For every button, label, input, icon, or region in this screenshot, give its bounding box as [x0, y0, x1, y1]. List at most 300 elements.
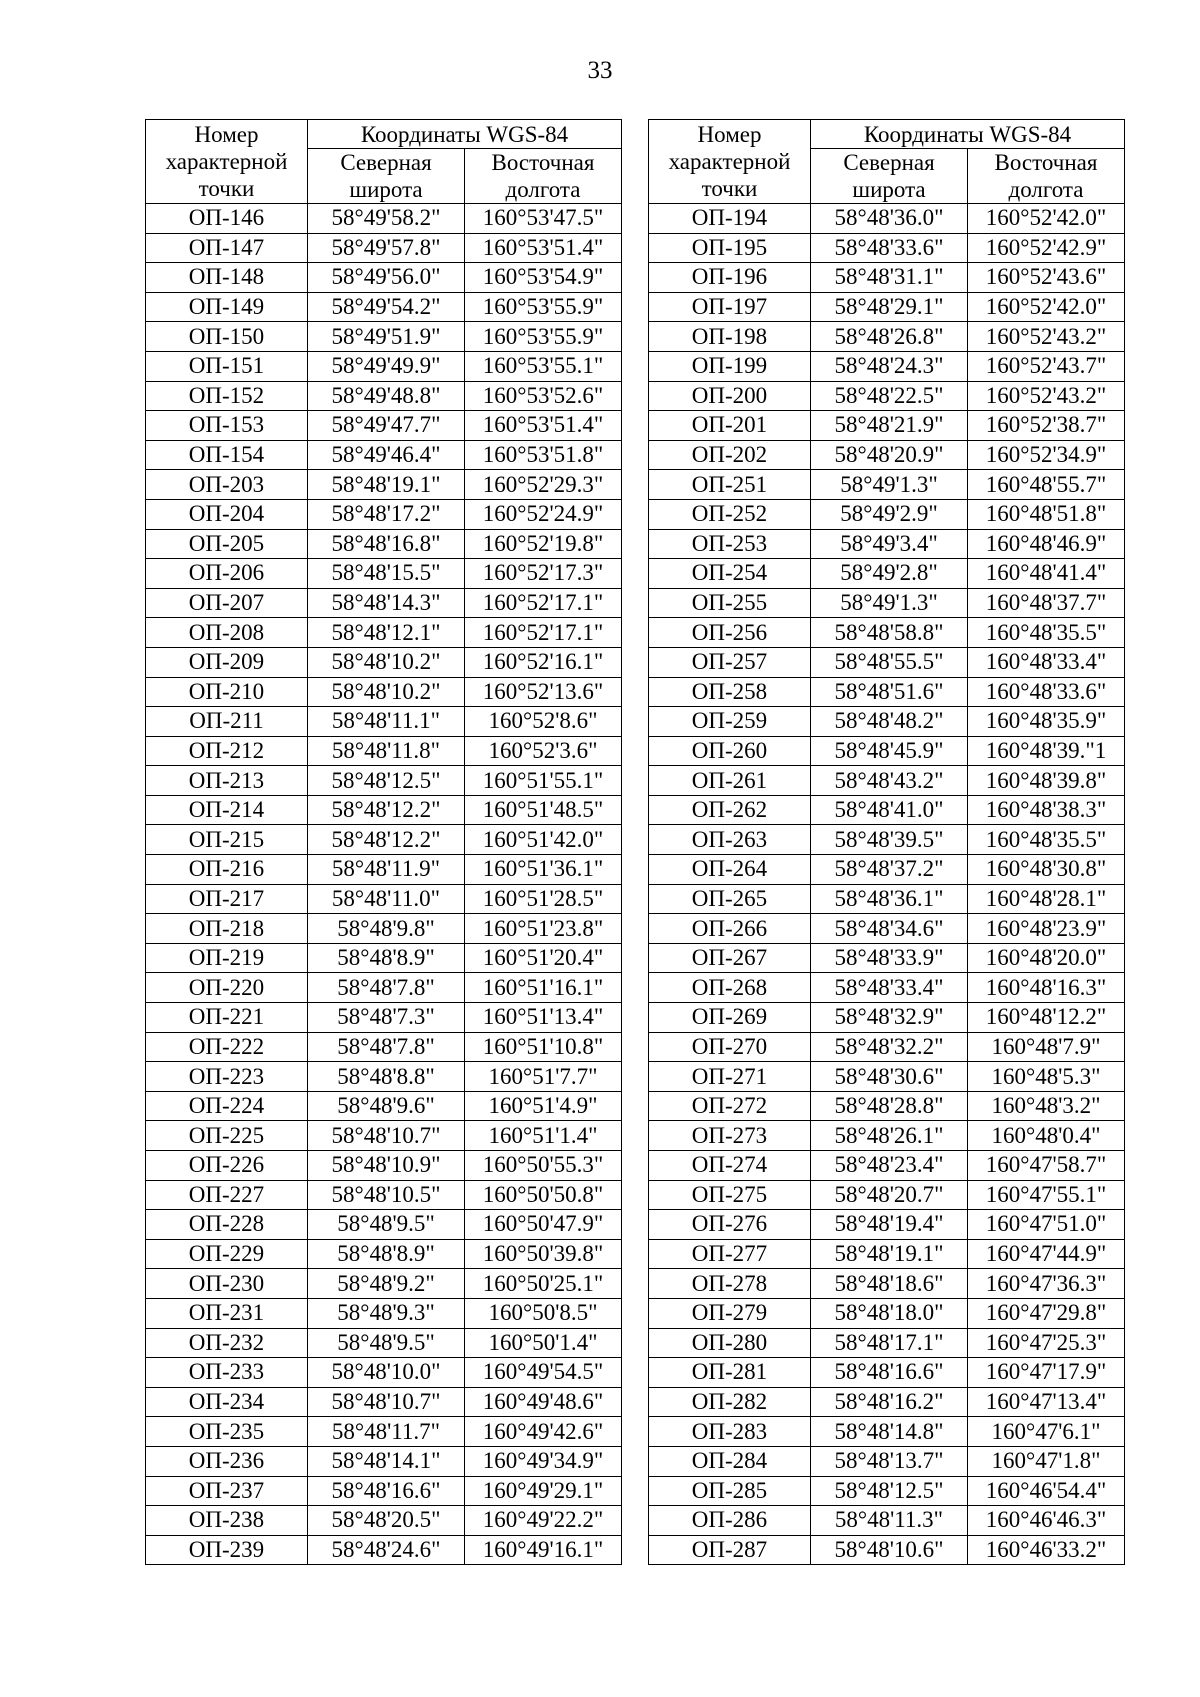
- table-row: [649, 1387, 1125, 1417]
- latitude-cell: 58°48'10.7": [308, 1387, 465, 1417]
- header-longitude: [465, 149, 622, 204]
- longitude-cell: 160°48'28.1": [968, 884, 1125, 914]
- table-row: [146, 233, 622, 263]
- longitude-cell: 160°52'16.1": [465, 647, 622, 677]
- longitude-cell: 160°53'52.6": [465, 381, 622, 411]
- header-line: долгота: [1008, 177, 1084, 202]
- point-id-cell: ОП-222: [146, 1032, 308, 1062]
- point-id-cell: ОП-260: [649, 736, 811, 766]
- point-id-cell: ОП-254: [649, 559, 811, 589]
- header-line: Северная: [340, 150, 432, 175]
- table-row: [649, 766, 1125, 796]
- point-id-cell: ОП-278: [649, 1269, 811, 1299]
- longitude-cell: 160°52'42.0": [968, 292, 1125, 322]
- point-id-cell: ОП-256: [649, 618, 811, 648]
- longitude-cell: 160°48'5.3": [968, 1062, 1125, 1092]
- latitude-cell: 58°48'11.8": [308, 736, 465, 766]
- latitude-cell: 58°49'1.3": [811, 588, 968, 618]
- point-id-cell: ОП-217: [146, 884, 308, 914]
- header-line: Восточная: [994, 150, 1098, 175]
- latitude-cell: 58°48'10.7": [308, 1121, 465, 1151]
- latitude-cell: 58°48'17.1": [811, 1328, 968, 1358]
- longitude-cell: 160°50'50.8": [465, 1180, 622, 1210]
- point-id-cell: ОП-200: [649, 381, 811, 411]
- header-line: Номер: [697, 122, 762, 147]
- longitude-cell: 160°50'47.9": [465, 1210, 622, 1240]
- latitude-cell: 58°48'16.2": [811, 1387, 968, 1417]
- latitude-cell: 58°48'17.2": [308, 499, 465, 529]
- latitude-cell: 58°48'36.0": [811, 204, 968, 234]
- point-id-cell: ОП-218: [146, 914, 308, 944]
- latitude-cell: 58°48'8.8": [308, 1062, 465, 1092]
- point-id-cell: ОП-282: [649, 1387, 811, 1417]
- point-id-cell: ОП-238: [146, 1506, 308, 1536]
- point-id-cell: ОП-284: [649, 1446, 811, 1476]
- latitude-cell: 58°48'51.6": [811, 677, 968, 707]
- table-row: [146, 351, 622, 381]
- header-line: широта: [852, 177, 926, 202]
- latitude-cell: 58°48'16.6": [811, 1358, 968, 1388]
- table-row: [146, 1535, 622, 1565]
- longitude-cell: 160°48'51.8": [968, 499, 1125, 529]
- table-row: [146, 943, 622, 973]
- table-row: [146, 647, 622, 677]
- latitude-cell: 58°48'19.1": [308, 470, 465, 500]
- latitude-cell: 58°48'19.1": [811, 1239, 968, 1269]
- latitude-cell: 58°49'47.7": [308, 411, 465, 441]
- latitude-cell: 58°48'24.6": [308, 1535, 465, 1565]
- latitude-cell: 58°48'22.5": [811, 381, 968, 411]
- header-point-number: [649, 120, 811, 204]
- point-id-cell: ОП-201: [649, 411, 811, 441]
- latitude-cell: 58°48'10.2": [308, 647, 465, 677]
- table-row: [649, 1180, 1125, 1210]
- point-id-cell: ОП-207: [146, 588, 308, 618]
- coordinates-table-right: [648, 119, 1125, 1565]
- point-id-cell: ОП-203: [146, 470, 308, 500]
- latitude-cell: 58°48'9.6": [308, 1091, 465, 1121]
- latitude-cell: 58°48'10.6": [811, 1535, 968, 1565]
- table-row: [649, 647, 1125, 677]
- table-row: [649, 1151, 1125, 1181]
- latitude-cell: 58°48'33.4": [811, 973, 968, 1003]
- table-row: [649, 1417, 1125, 1447]
- latitude-cell: 58°49'58.2": [308, 204, 465, 234]
- latitude-cell: 58°48'12.5": [811, 1476, 968, 1506]
- longitude-cell: 160°51'48.5": [465, 795, 622, 825]
- point-id-cell: ОП-151: [146, 351, 308, 381]
- point-id-cell: ОП-195: [649, 233, 811, 263]
- latitude-cell: 58°49'57.8": [308, 233, 465, 263]
- latitude-cell: 58°48'33.6": [811, 233, 968, 263]
- latitude-cell: 58°49'56.0": [308, 263, 465, 293]
- latitude-cell: 58°49'2.9": [811, 499, 968, 529]
- table-row: [649, 411, 1125, 441]
- table-row: [146, 381, 622, 411]
- point-id-cell: ОП-227: [146, 1180, 308, 1210]
- latitude-cell: 58°48'12.1": [308, 618, 465, 648]
- longitude-cell: 160°51'55.1": [465, 766, 622, 796]
- coordinates-table-left: [145, 119, 622, 1565]
- longitude-cell: 160°47'13.4": [968, 1387, 1125, 1417]
- point-id-cell: ОП-194: [649, 204, 811, 234]
- longitude-cell: 160°49'42.6": [465, 1417, 622, 1447]
- latitude-cell: 58°49'1.3": [811, 470, 968, 500]
- longitude-cell: 160°50'39.8": [465, 1239, 622, 1269]
- table-row: [649, 943, 1125, 973]
- point-id-cell: ОП-262: [649, 795, 811, 825]
- latitude-cell: 58°48'18.6": [811, 1269, 968, 1299]
- point-id-cell: ОП-229: [146, 1239, 308, 1269]
- longitude-cell: 160°52'43.7": [968, 351, 1125, 381]
- latitude-cell: 58°48'14.1": [308, 1446, 465, 1476]
- point-id-cell: ОП-261: [649, 766, 811, 796]
- point-id-cell: ОП-268: [649, 973, 811, 1003]
- point-id-cell: ОП-212: [146, 736, 308, 766]
- longitude-cell: 160°51'20.4": [465, 943, 622, 973]
- table-row: [649, 795, 1125, 825]
- table-row: [649, 351, 1125, 381]
- longitude-cell: 160°48'30.8": [968, 855, 1125, 885]
- longitude-cell: 160°47'17.9": [968, 1358, 1125, 1388]
- table-row: [649, 1298, 1125, 1328]
- table-row: [649, 973, 1125, 1003]
- longitude-cell: 160°53'51.4": [465, 411, 622, 441]
- latitude-cell: 58°48'20.9": [811, 440, 968, 470]
- latitude-cell: 58°48'11.9": [308, 855, 465, 885]
- table-row: [146, 588, 622, 618]
- longitude-cell: 160°53'47.5": [465, 204, 622, 234]
- latitude-cell: 58°48'13.7": [811, 1446, 968, 1476]
- longitude-cell: 160°48'7.9": [968, 1032, 1125, 1062]
- point-id-cell: ОП-237: [146, 1476, 308, 1506]
- point-id-cell: ОП-226: [146, 1151, 308, 1181]
- point-id-cell: ОП-223: [146, 1062, 308, 1092]
- point-id-cell: ОП-286: [649, 1506, 811, 1536]
- table-row: [146, 884, 622, 914]
- table-row: [146, 707, 622, 737]
- longitude-cell: 160°53'51.8": [465, 440, 622, 470]
- longitude-cell: 160°48'35.5": [968, 825, 1125, 855]
- point-id-cell: ОП-232: [146, 1328, 308, 1358]
- latitude-cell: 58°48'8.9": [308, 943, 465, 973]
- point-id-cell: ОП-225: [146, 1121, 308, 1151]
- point-id-cell: ОП-150: [146, 322, 308, 352]
- table-row: [146, 263, 622, 293]
- table-row: [146, 677, 622, 707]
- longitude-cell: 160°47'1.8": [968, 1446, 1125, 1476]
- longitude-cell: 160°52'43.6": [968, 263, 1125, 293]
- longitude-cell: 160°53'51.4": [465, 233, 622, 263]
- longitude-cell: 160°51'7.7": [465, 1062, 622, 1092]
- longitude-cell: 160°52'17.3": [465, 559, 622, 589]
- table-row: [649, 914, 1125, 944]
- table-row: [146, 855, 622, 885]
- header-longitude: [968, 149, 1125, 204]
- point-id-cell: ОП-152: [146, 381, 308, 411]
- table-row: [146, 411, 622, 441]
- latitude-cell: 58°48'16.8": [308, 529, 465, 559]
- header-line: точки: [198, 176, 255, 201]
- table-row: [146, 1239, 622, 1269]
- table-row: [146, 1269, 622, 1299]
- longitude-cell: 160°48'20.0": [968, 943, 1125, 973]
- table-row: [146, 1298, 622, 1328]
- longitude-cell: 160°48'35.5": [968, 618, 1125, 648]
- latitude-cell: 58°48'11.7": [308, 1417, 465, 1447]
- longitude-cell: 160°49'16.1": [465, 1535, 622, 1565]
- point-id-cell: ОП-253: [649, 529, 811, 559]
- table-row: [146, 1417, 622, 1447]
- latitude-cell: 58°48'14.3": [308, 588, 465, 618]
- latitude-cell: 58°48'33.9": [811, 943, 968, 973]
- latitude-cell: 58°48'9.5": [308, 1328, 465, 1358]
- latitude-cell: 58°48'55.5": [811, 647, 968, 677]
- longitude-cell: 160°46'46.3": [968, 1506, 1125, 1536]
- table-row: [146, 766, 622, 796]
- latitude-cell: 58°48'8.9": [308, 1239, 465, 1269]
- table-row: [649, 1239, 1125, 1269]
- header-latitude: [811, 149, 968, 204]
- longitude-cell: 160°48'12.2": [968, 1003, 1125, 1033]
- table-row: [649, 884, 1125, 914]
- table-row: [649, 1269, 1125, 1299]
- longitude-cell: 160°48'33.4": [968, 647, 1125, 677]
- latitude-cell: 58°48'41.0": [811, 795, 968, 825]
- longitude-cell: 160°52'8.6": [465, 707, 622, 737]
- point-id-cell: ОП-270: [649, 1032, 811, 1062]
- header-line: характерной: [668, 149, 791, 174]
- latitude-cell: 58°49'2.8": [811, 559, 968, 589]
- table-row: [146, 1358, 622, 1388]
- point-id-cell: ОП-208: [146, 618, 308, 648]
- point-id-cell: ОП-236: [146, 1446, 308, 1476]
- table-row: [146, 1476, 622, 1506]
- point-id-cell: ОП-149: [146, 292, 308, 322]
- point-id-cell: ОП-276: [649, 1210, 811, 1240]
- latitude-cell: 58°48'10.0": [308, 1358, 465, 1388]
- latitude-cell: 58°48'9.5": [308, 1210, 465, 1240]
- table-row: [146, 1121, 622, 1151]
- point-id-cell: ОП-277: [649, 1239, 811, 1269]
- latitude-cell: 58°48'12.5": [308, 766, 465, 796]
- table-row: [146, 559, 622, 589]
- point-id-cell: ОП-220: [146, 973, 308, 1003]
- longitude-cell: 160°53'55.9": [465, 292, 622, 322]
- point-id-cell: ОП-267: [649, 943, 811, 973]
- table-row: [146, 825, 622, 855]
- header-line: Восточная: [491, 150, 595, 175]
- latitude-cell: 58°48'11.1": [308, 707, 465, 737]
- table-row: [649, 1091, 1125, 1121]
- latitude-cell: 58°48'28.8": [811, 1091, 968, 1121]
- longitude-cell: 160°52'13.6": [465, 677, 622, 707]
- header-coordinates: Координаты WGS-84: [811, 120, 1125, 149]
- table-row: [649, 1506, 1125, 1536]
- point-id-cell: ОП-197: [649, 292, 811, 322]
- longitude-cell: 160°51'16.1": [465, 973, 622, 1003]
- longitude-cell: 160°53'55.9": [465, 322, 622, 352]
- latitude-cell: 58°48'10.9": [308, 1151, 465, 1181]
- table-row: [649, 470, 1125, 500]
- table-row: [649, 263, 1125, 293]
- table-row: [649, 588, 1125, 618]
- table-row: [649, 233, 1125, 263]
- point-id-cell: ОП-252: [649, 499, 811, 529]
- point-id-cell: ОП-255: [649, 588, 811, 618]
- longitude-cell: 160°51'1.4": [465, 1121, 622, 1151]
- longitude-cell: 160°48'41.4": [968, 559, 1125, 589]
- point-id-cell: ОП-205: [146, 529, 308, 559]
- point-id-cell: ОП-233: [146, 1358, 308, 1388]
- longitude-cell: 160°48'37.7": [968, 588, 1125, 618]
- point-id-cell: ОП-235: [146, 1417, 308, 1447]
- table-row: [649, 1121, 1125, 1151]
- longitude-cell: 160°53'55.1": [465, 351, 622, 381]
- point-id-cell: ОП-266: [649, 914, 811, 944]
- longitude-cell: 160°47'55.1": [968, 1180, 1125, 1210]
- table-row: [146, 204, 622, 234]
- table-row: [146, 795, 622, 825]
- latitude-cell: 58°48'37.2": [811, 855, 968, 885]
- point-id-cell: ОП-264: [649, 855, 811, 885]
- latitude-cell: 58°48'9.8": [308, 914, 465, 944]
- point-id-cell: ОП-215: [146, 825, 308, 855]
- longitude-cell: 160°51'13.4": [465, 1003, 622, 1033]
- longitude-cell: 160°53'54.9": [465, 263, 622, 293]
- latitude-cell: 58°48'36.1": [811, 884, 968, 914]
- header-line: долгота: [505, 177, 581, 202]
- point-id-cell: ОП-209: [146, 647, 308, 677]
- longitude-cell: 160°48'16.3": [968, 973, 1125, 1003]
- table-row: [649, 1328, 1125, 1358]
- longitude-cell: 160°51'42.0": [465, 825, 622, 855]
- point-id-cell: ОП-228: [146, 1210, 308, 1240]
- point-id-cell: ОП-259: [649, 707, 811, 737]
- latitude-cell: 58°48'45.9": [811, 736, 968, 766]
- point-id-cell: ОП-198: [649, 322, 811, 352]
- point-id-cell: ОП-258: [649, 677, 811, 707]
- latitude-cell: 58°49'3.4": [811, 529, 968, 559]
- table-row: [649, 707, 1125, 737]
- table-row: [649, 381, 1125, 411]
- point-id-cell: ОП-279: [649, 1298, 811, 1328]
- table-row: [146, 529, 622, 559]
- latitude-cell: 58°48'32.9": [811, 1003, 968, 1033]
- longitude-cell: 160°47'25.3": [968, 1328, 1125, 1358]
- table-row: [649, 322, 1125, 352]
- latitude-cell: 58°48'9.3": [308, 1298, 465, 1328]
- longitude-cell: 160°52'38.7": [968, 411, 1125, 441]
- longitude-cell: 160°47'58.7": [968, 1151, 1125, 1181]
- longitude-cell: 160°47'36.3": [968, 1269, 1125, 1299]
- table-row: [146, 1328, 622, 1358]
- table-row: [146, 1210, 622, 1240]
- latitude-cell: 58°48'10.2": [308, 677, 465, 707]
- table-row: [146, 618, 622, 648]
- longitude-cell: 160°52'34.9": [968, 440, 1125, 470]
- latitude-cell: 58°48'11.3": [811, 1506, 968, 1536]
- latitude-cell: 58°48'10.5": [308, 1180, 465, 1210]
- longitude-cell: 160°48'23.9": [968, 914, 1125, 944]
- table-row: [146, 1387, 622, 1417]
- table-row: [146, 1091, 622, 1121]
- longitude-cell: 160°52'19.8": [465, 529, 622, 559]
- longitude-cell: 160°48'39.8": [968, 766, 1125, 796]
- table-row: [649, 855, 1125, 885]
- point-id-cell: ОП-206: [146, 559, 308, 589]
- point-id-cell: ОП-263: [649, 825, 811, 855]
- point-id-cell: ОП-202: [649, 440, 811, 470]
- longitude-cell: 160°51'28.5": [465, 884, 622, 914]
- longitude-cell: 160°48'35.9": [968, 707, 1125, 737]
- latitude-cell: 58°48'19.4": [811, 1210, 968, 1240]
- point-id-cell: ОП-221: [146, 1003, 308, 1033]
- header-line: Номер: [194, 122, 259, 147]
- latitude-cell: 58°48'29.1": [811, 292, 968, 322]
- table-row: [146, 499, 622, 529]
- table-row: [146, 1003, 622, 1033]
- latitude-cell: 58°48'26.1": [811, 1121, 968, 1151]
- latitude-cell: 58°49'49.9": [308, 351, 465, 381]
- latitude-cell: 58°48'58.8": [811, 618, 968, 648]
- longitude-cell: 160°47'29.8": [968, 1298, 1125, 1328]
- longitude-cell: 160°52'17.1": [465, 618, 622, 648]
- header-coordinates: Координаты WGS-84: [308, 120, 622, 149]
- point-id-cell: ОП-274: [649, 1151, 811, 1181]
- header-line: точки: [701, 176, 758, 201]
- point-id-cell: ОП-265: [649, 884, 811, 914]
- point-id-cell: ОП-285: [649, 1476, 811, 1506]
- latitude-cell: 58°48'31.1": [811, 263, 968, 293]
- longitude-cell: 160°50'8.5": [465, 1298, 622, 1328]
- longitude-cell: 160°46'54.4": [968, 1476, 1125, 1506]
- table-row: [146, 1062, 622, 1092]
- latitude-cell: 58°48'7.8": [308, 973, 465, 1003]
- point-id-cell: ОП-283: [649, 1417, 811, 1447]
- longitude-cell: 160°50'55.3": [465, 1151, 622, 1181]
- point-id-cell: ОП-214: [146, 795, 308, 825]
- longitude-cell: 160°49'34.9": [465, 1446, 622, 1476]
- latitude-cell: 58°48'21.9": [811, 411, 968, 441]
- point-id-cell: ОП-230: [146, 1269, 308, 1299]
- longitude-cell: 160°52'43.2": [968, 381, 1125, 411]
- table-row: [649, 1062, 1125, 1092]
- latitude-cell: 58°48'24.3": [811, 351, 968, 381]
- table-row: [146, 1151, 622, 1181]
- longitude-cell: 160°49'48.6": [465, 1387, 622, 1417]
- point-id-cell: ОП-231: [146, 1298, 308, 1328]
- longitude-cell: 160°52'43.2": [968, 322, 1125, 352]
- table-row: [146, 1032, 622, 1062]
- point-id-cell: ОП-211: [146, 707, 308, 737]
- point-id-cell: ОП-213: [146, 766, 308, 796]
- table-row: [146, 322, 622, 352]
- latitude-cell: 58°48'23.4": [811, 1151, 968, 1181]
- longitude-cell: 160°48'39."1: [968, 736, 1125, 766]
- longitude-cell: 160°47'51.0": [968, 1210, 1125, 1240]
- longitude-cell: 160°52'29.3": [465, 470, 622, 500]
- table-row: [649, 292, 1125, 322]
- table-row: [146, 292, 622, 322]
- table-row: [649, 559, 1125, 589]
- table-row: [146, 736, 622, 766]
- latitude-cell: 58°48'30.6": [811, 1062, 968, 1092]
- header-line: характерной: [165, 149, 288, 174]
- header-point-number: [146, 120, 308, 204]
- point-id-cell: ОП-269: [649, 1003, 811, 1033]
- longitude-cell: 160°47'44.9": [968, 1239, 1125, 1269]
